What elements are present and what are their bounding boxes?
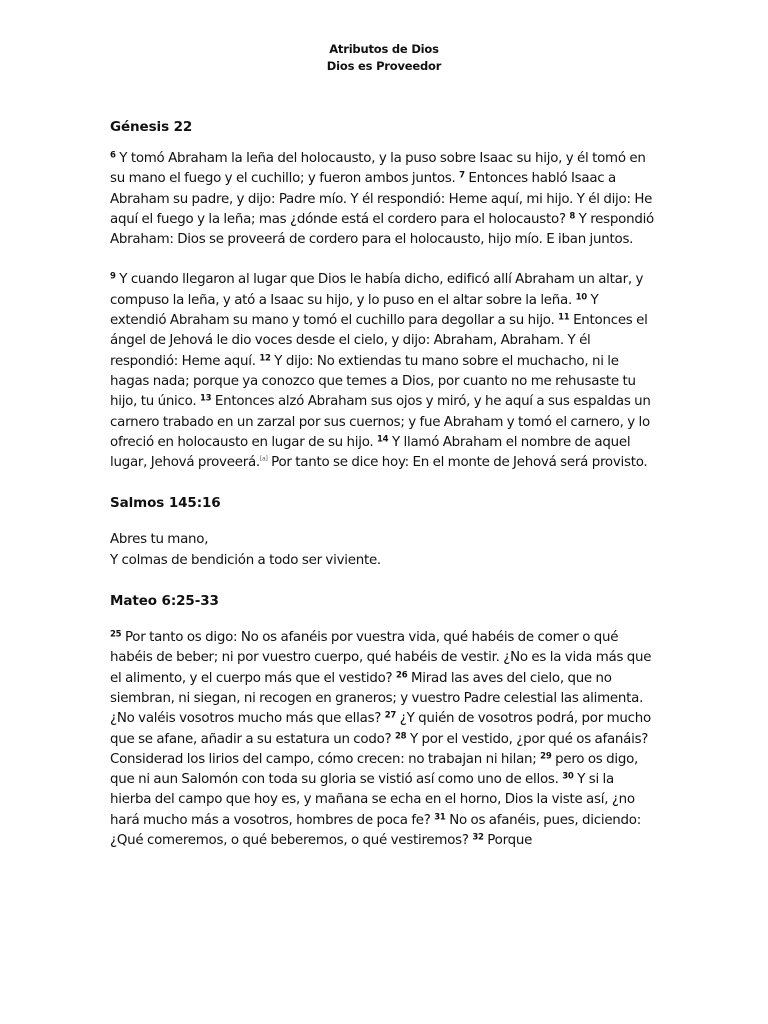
verse-number: 12 bbox=[259, 353, 271, 363]
verse-text: No os afanéis, pues, diciendo: ¿Qué comeremos, o qué beberemos, o qué vestiremos? bbox=[110, 812, 641, 849]
footnote-link[interactable]: [a] bbox=[259, 455, 268, 463]
verse-number: 10 bbox=[575, 292, 587, 303]
verse-number: 31 bbox=[434, 812, 446, 823]
verse-number: 7 bbox=[459, 170, 465, 181]
verse-text: Y cuando llegaron al lugar que Dios le había dicho, edificó allí Abraham un altar, y compuso la leña, y ató a Isaac su hijo, y lo puso en el altar sobre la leña. bbox=[110, 272, 644, 308]
poem-line: Abres tu mano, bbox=[110, 532, 209, 548]
verse-text: pero os digo, que ni aun Salomón con toda su gloria se vistió así como uno de ellos. bbox=[110, 751, 639, 788]
document-title: Atributos de Dios bbox=[329, 42, 439, 56]
verse-text: ¿Y quién de vosotros podrá, por mucho que se afane, añadir a su estatura un codo? bbox=[110, 711, 651, 747]
section-heading-salmos: Salmos 145:16 bbox=[110, 495, 221, 512]
verse-text: Y tomó Abraham la leña del holocausto, y la puso sobre Isaac su hijo, y él tomó en su mano el fuego y el cuchillo; y fueron ambos juntos. bbox=[110, 151, 646, 187]
verse-text: Y extendió Abraham su mano y tomó el cuchillo para degollar a su hijo. bbox=[110, 292, 599, 329]
document-subtitle: Dios es Proveedor bbox=[326, 59, 442, 73]
verse-number: 26 bbox=[396, 669, 408, 680]
verse-number: 29 bbox=[540, 751, 552, 762]
verse-number: 6 bbox=[110, 150, 116, 161]
verse-text: Por tanto se dice hoy: En el monte de Jehová será provisto. bbox=[267, 455, 648, 471]
verse-number: 11 bbox=[558, 312, 570, 323]
verse-text: Y si la hierba del campo que hoy es, y mañana se echa en el horno, Dios la viste así, ¿no hará mucho más a vosotros, hombres de poca fe? bbox=[110, 772, 635, 828]
section-heading-mateo: Mateo 6:25-33 bbox=[110, 593, 219, 610]
verse-text: Y respondió Abraham: Dios se proveerá de cordero para el holocausto, hijo mío. E iban juntos. bbox=[110, 211, 654, 248]
verse-number: 8 bbox=[569, 211, 576, 222]
document-page bbox=[110, 41, 658, 851]
genesis-paragraph-2 bbox=[110, 270, 658, 473]
section-heading-genesis: Génesis 22 bbox=[110, 119, 193, 135]
verse-number: 32 bbox=[472, 832, 484, 843]
verse-text: Y por el vestido, ¿por qué os afanáis? Considerad los lirios del campo, cómo crecen: no trabajan ni hilan; bbox=[110, 731, 649, 767]
verse-text: Y dijo: No extiendas tu mano sobre el muchacho, ni le hagas nada; porque ya conozco que temes a Dios, por cuanto no me rehusaste tu hijo, tu único. bbox=[110, 353, 636, 410]
verse-number: 28 bbox=[395, 730, 407, 741]
verse-text: Por tanto os digo: No os afanéis por vuestra vida, qué habéis de comer o qué habéis de beber; ni por vuestro cuerpo, qué habéis de vestir. ¿No es la vida más que el alimento, y el cuerpo más que el vestido? bbox=[110, 630, 652, 686]
genesis-paragraph-1 bbox=[110, 149, 658, 250]
verse-text: Entonces habló Isaac a Abraham su padre, y dijo: Padre mío. Y él respondió: Heme aquí, mi hijo. Y él dijo: He aquí el fuego y la leña; mas ¿dónde está el cordero para el holocausto? bbox=[110, 171, 653, 227]
verse-text: Entonces el ángel de Jehová le dio voces desde el cielo, y dijo: Abraham, Abraham. Y él respondió: Heme aquí. bbox=[110, 313, 648, 369]
verse-text: Porque bbox=[483, 833, 533, 849]
verse-text: Entonces alzó Abraham sus ojos y miró, y he aquí a sus espaldas un carnero trabado en un zarzal por sus cuernos; y fue Abraham y tomó el carnero, y lo ofreció en holocausto en lugar de su hijo. bbox=[110, 394, 651, 450]
verse-number: 14 bbox=[377, 434, 389, 445]
verse-number: 13 bbox=[199, 393, 212, 404]
mateo-paragraph bbox=[110, 628, 658, 851]
salmos-verse bbox=[110, 530, 658, 571]
verse-text: Mirad las aves del cielo, que no siembran, ni siegan, ni recogen en graneros; y vuestro Padre celestial las alimenta. ¿No valéis vosotros mucho más que ellas? bbox=[110, 670, 644, 727]
verse-number: 27 bbox=[384, 710, 397, 721]
poem-line: Y colmas de bendición a todo ser viviente. bbox=[110, 552, 381, 568]
verse-number: 9 bbox=[110, 271, 116, 282]
verse-number: 30 bbox=[562, 771, 574, 782]
verse-number: 25 bbox=[110, 629, 122, 640]
verse-text: Y llamó Abraham el nombre de aquel lugar, Jehová proveerá. bbox=[110, 434, 631, 471]
